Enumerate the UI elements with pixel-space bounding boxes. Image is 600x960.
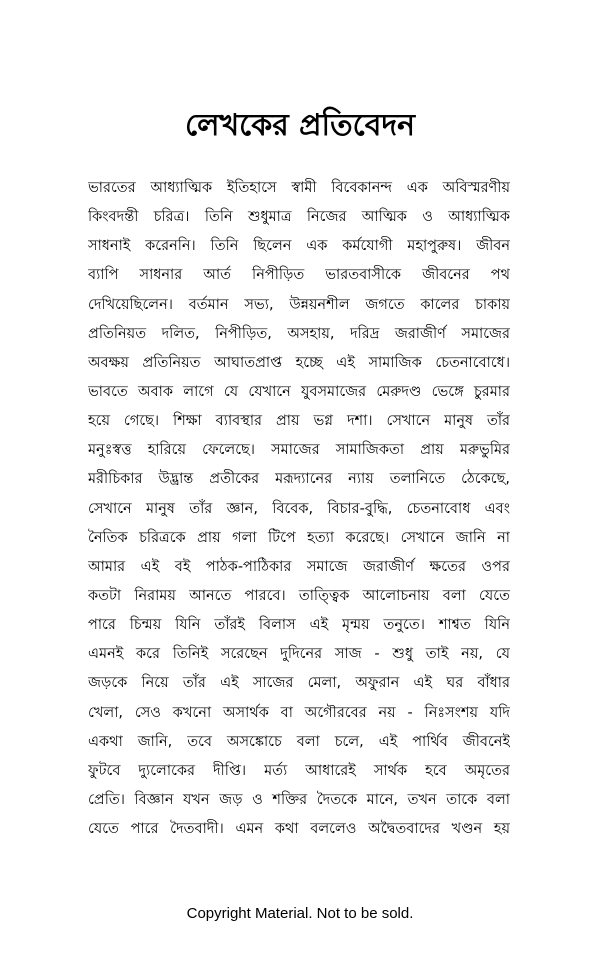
- paragraph-line: মনুঃস্বত্ত হারিয়ে ফেলেছে। সমাজের সামাজিকতা প্রায় মরুভুমির: [88, 442, 510, 459]
- body-paragraph: [88, 174, 510, 844]
- paragraph-line: ফুটবে দ্যুলোকের দীপ্তি। মর্ত্য আধারেই সার্থক হবে অমৃতের: [88, 762, 510, 779]
- paragraph-line: নৈতিক চরিত্রকে প্রায় গলা টিপে হত্যা করেছে। সেখানে জানি না: [88, 529, 510, 546]
- paragraph-line: হয়ে গেছে। শিক্ষা ব্যাবস্থার প্রায় ভগ্ন দশা। সেখানে মানুষ তাঁর: [88, 413, 510, 430]
- page-title: লেখকের প্রতিবেদন: [184, 108, 416, 143]
- paragraph-line: ভাবতে অবাক লাগে যে যেখানে যুবসমাজের মেরুদণ্ড ভেঙ্গে চুরমার: [88, 383, 510, 400]
- paragraph-line: পারে চিন্ময় যিনি তাঁরই বিলাস এই মৃন্ময় তনুতে। শাশ্বত যিনি: [88, 617, 510, 634]
- paragraph-line: এমনই করে তিনিই সরেছেন দুদিনের সাজ - শুধু তাই নয়, যে: [88, 646, 510, 663]
- paragraph-line: খেলা, সেও কখনো অসার্থক বা অগৌরবের নয় - নিঃসংশয় যদি: [88, 704, 510, 721]
- paragraph-line: প্রেতি। বিজ্ঞান যখন জড় ও শক্তির দৈতকে মানে, তখন তাকে বলা: [88, 791, 510, 808]
- paragraph-line: ব্যাপি সাধনার আর্ত নিপীড়িত ভারতবাসীকে জীবনের পথ: [88, 267, 510, 284]
- copyright-notice: Copyright Material. Not to be sold.: [186, 905, 414, 922]
- paragraph-line: দেখিয়েছিলেন। বর্তমান সভ্য, উন্নয়নশীল জগতে কালের চাকায়: [88, 296, 510, 313]
- paragraph-line: মরীচিকার উদ্ভ্রান্ত প্রতীকের মরূদ্যানের ন্যায় তলানিতে ঠেকেছে,: [88, 471, 510, 488]
- paragraph-line: কিংবদন্তী চরিত্র। তিনি শুধুমাত্র নিজের আত্মিক ও আধ্যাত্মিক: [88, 209, 510, 226]
- paragraph-line: প্রতিনিয়ত দলিত, নিপীড়িত, অসহায়, দরিদ্র জরাজীর্ণ সমাজের: [88, 325, 510, 342]
- paragraph-line: জড়কে নিয়ে তাঁর এই সাজের মেলা, অফুরান এই ঘর বাঁধার: [88, 675, 510, 692]
- paragraph-line: সেখানে মানুষ তাঁর জ্ঞান, বিবেক, বিচার-বুদ্ধি, চেতনাবোধ এবং: [88, 500, 510, 517]
- paragraph-line: অবক্ষয় প্রতিনিয়ত আঘাতপ্রাপ্ত হচ্ছে এই সামাজিক চেতনাবোধে।: [88, 354, 510, 371]
- paragraph-line: আমার এই বই পাঠক-পাঠিকার সমাজে জরাজীর্ণ ক্ষতের ওপর: [88, 558, 510, 575]
- paragraph-line: যেতে পারে দৈতবাদী। এমন কথা বললেও অদ্বৈতবাদের খণ্ডন হয়: [88, 821, 510, 838]
- paragraph-line: সাধনাই করেননি। তিনি ছিলেন এক কর্মযোগী মহাপুরুষ। জীবন: [88, 238, 510, 255]
- paragraph-line: ভারতের আধ্যাত্মিক ইতিহাসে স্বামী বিবেকানন্দ এক অবিস্মরণীয়: [88, 180, 510, 196]
- paragraph-line: একথা জানি, তবে অসঙ্কোচে বলা চলে, এই পার্থিব জীবনেই: [88, 733, 510, 750]
- paragraph-line: কতটা নিরাময় আনতে পারবে। তাত্ত্বিক আলোচনায় বলা যেতে: [88, 587, 510, 604]
